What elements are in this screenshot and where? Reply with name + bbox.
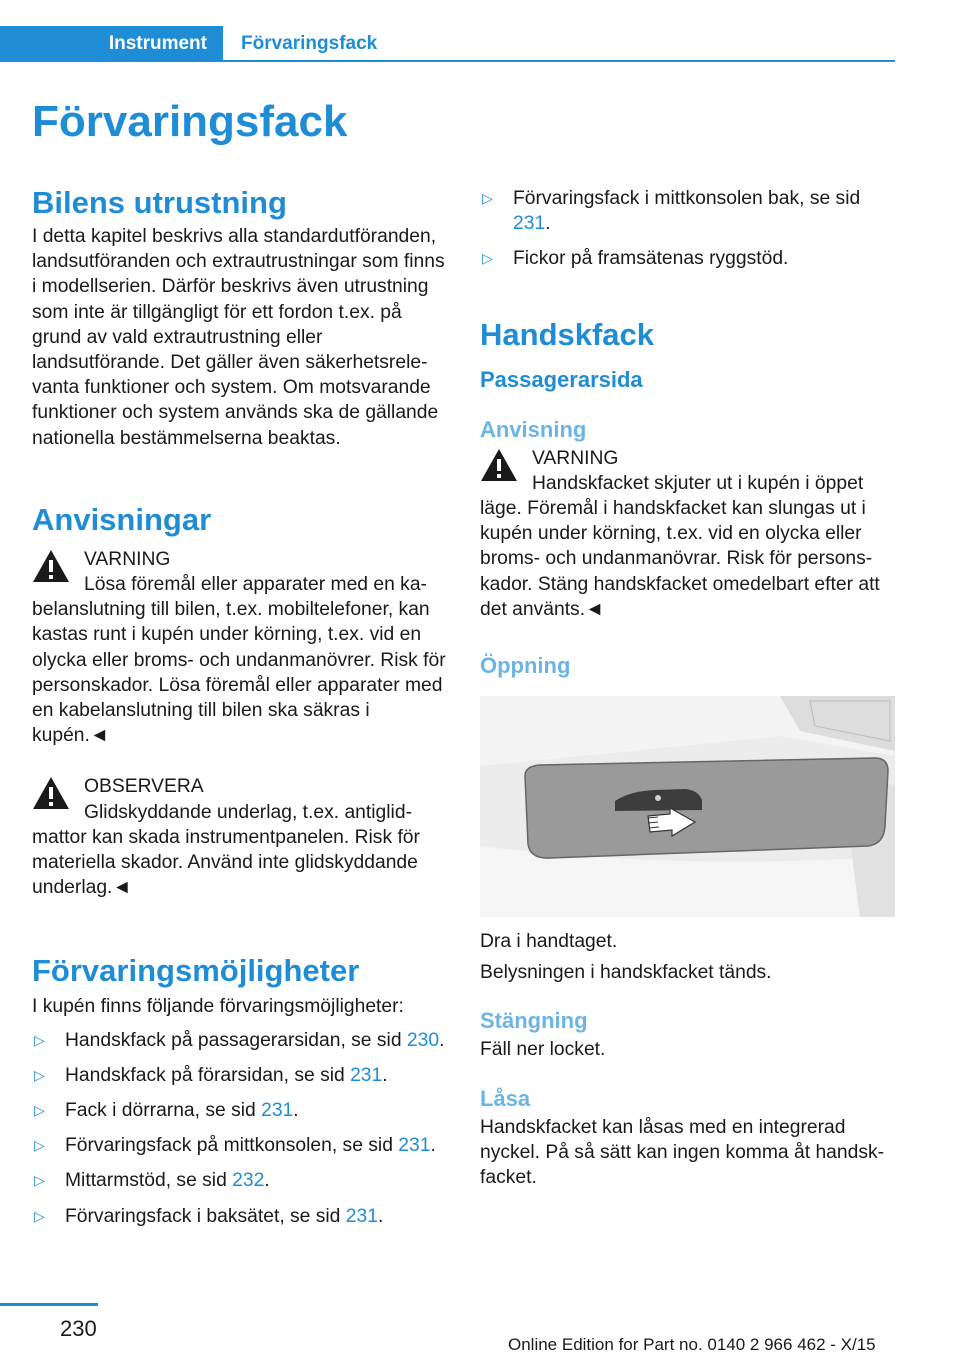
- warning-text-2: Glidskyddande underlag, t.ex. antiglidmattor kan skada instrumentpanelen. Risk för materiella skador. Använd inte glidskyddande underlag.◄: [32, 801, 420, 899]
- tab-instrument[interactable]: [0, 26, 223, 62]
- triangle-bullet-icon: ▷: [34, 1066, 45, 1083]
- warning-triangle-icon: [32, 549, 70, 583]
- list-item: ▷ Fack i dörrarna, se sid 231.: [32, 1098, 446, 1123]
- list-item: ▷ Förvaringsfack på mittkonsolen, se sid 231.: [32, 1133, 446, 1158]
- page-link[interactable]: 232: [232, 1170, 265, 1192]
- triangle-bullet-icon: ▷: [34, 1137, 45, 1154]
- page-link[interactable]: 231: [513, 213, 546, 235]
- tab-storage-label: Förvaringsfack: [241, 33, 378, 54]
- warning-title-1: VARNING: [84, 548, 171, 570]
- page-title: Förvaringsfack: [32, 97, 348, 146]
- triangle-bullet-icon: ▷: [482, 250, 493, 267]
- heading-storage-options: Förvaringsmöjligheter: [32, 953, 360, 989]
- list-item: ▷ Förvaringsfack i mittkonsolen bak, se sid 231.: [482, 188, 861, 235]
- header-tabs: [0, 26, 895, 62]
- warning-triangle-icon: [32, 776, 70, 810]
- paragraph-equipment: I detta kapitel beskrivs alla standardutföranden, landsutföranden och extrautrustningar som finns i modellserien. Därför beskrivs även utrustning som inte är tillgängligt för ett fordon t.ex. på grund av vald extrautrustning eller landsutförande. Det gäller även säkerhetsrelevanta funktioner och system. Om motsvarande funktioner och system används ska de gällande nationella bestämmelserna beaktas.: [32, 226, 445, 449]
- left-column: [32, 180, 446, 1239]
- warning-text-1: Lösa föremål eller apparater med en kabelanslutning till bilen, t.ex. mobiltelefoner, kan kastas runt i kupén under körning, t.ex. vid en olycka eller broms- och undanmanövrer. Risk för personskador. Lösa föremål eller apparater med en kabelanslutning till bilen ska säkras i kupén.◄: [32, 574, 446, 747]
- paragraph-light: Belysningen i handskfacket tänds.: [480, 962, 772, 984]
- page-number: 230: [60, 1316, 97, 1341]
- page-link[interactable]: 231: [350, 1064, 383, 1086]
- heading-notices: Anvisningar: [32, 501, 212, 537]
- warning-text-3: Handskfacket skjuter ut i kupén i öppet läge. Föremål i handskfacket kan slungas ut i kupén under körning, t.ex. vid en olycka eller broms- och undanmanövrar. Risk för personskador. Stäng handskfacket omedelbart efter att det använts.◄: [480, 472, 880, 620]
- footer-rule: [0, 1303, 98, 1306]
- heading-glovebox: Handskfack: [480, 316, 655, 352]
- edition-note: Online Edition for Part no. 0140 2 966 462 - X/15: [508, 1335, 876, 1354]
- triangle-bullet-icon: ▷: [34, 1172, 45, 1189]
- paragraph-pull-handle: Dra i handtaget.: [480, 931, 618, 953]
- glovebox-handle-illustration: [480, 696, 895, 917]
- warning-block-2: [32, 774, 446, 900]
- paragraph-lock: Handskfacket kan låsas med en integrerad nyckel. På så sätt kan ingen komma åt handskfacket.: [480, 1116, 885, 1189]
- heading-equipment: Bilens utrustning: [32, 185, 287, 220]
- header-rule: [0, 60, 895, 62]
- warning-title-2: OBSERVERA: [84, 776, 204, 798]
- list-item: ▷ Mittarmstöd, se sid 232.: [32, 1168, 446, 1193]
- page-link[interactable]: 231: [261, 1100, 294, 1122]
- warning-title-3: VARNING: [532, 447, 619, 469]
- storage-list: [32, 1028, 446, 1229]
- tab-instrument-label: Instrument: [108, 33, 207, 54]
- page-link[interactable]: 231: [398, 1135, 431, 1157]
- tab-storage[interactable]: [223, 26, 377, 62]
- paragraph-storage-options: I kupén finns följande förvaringsmöjligheter:: [32, 996, 404, 1018]
- glovebox-illustration-svg: [480, 696, 895, 917]
- heading-notice: Anvisning: [480, 416, 587, 442]
- list-item: ▷ Fickor på framsätenas ryggstöd.: [480, 246, 895, 271]
- heading-closing: Stängning: [480, 1008, 588, 1034]
- list-item: ▷ Förvaringsfack i baksätet, se sid 231.: [32, 1204, 446, 1229]
- triangle-bullet-icon: ▷: [34, 1102, 45, 1119]
- list-item: ▷ Handskfack på passagerarsidan, se sid 230.: [32, 1028, 446, 1053]
- heading-lock: Låsa: [480, 1085, 531, 1111]
- storage-list-continued: [480, 186, 895, 272]
- heading-opening: Öppning: [480, 653, 571, 679]
- triangle-bullet-icon: ▷: [482, 190, 493, 206]
- warning-block-3: [480, 446, 895, 622]
- triangle-bullet-icon: ▷: [34, 1207, 45, 1224]
- heading-passenger-side: Passagerarsida: [480, 366, 643, 392]
- page-link[interactable]: 230: [406, 1029, 440, 1051]
- paragraph-closing: Fäll ner locket.: [480, 1039, 606, 1061]
- warning-block-1: [32, 547, 446, 749]
- list-item: ▷ Handskfack på förarsidan, se sid 231.: [32, 1063, 446, 1088]
- right-column: [480, 186, 895, 1190]
- triangle-bullet-icon: ▷: [34, 1031, 45, 1048]
- warning-triangle-icon: [480, 448, 518, 482]
- page-link[interactable]: 231: [345, 1205, 378, 1227]
